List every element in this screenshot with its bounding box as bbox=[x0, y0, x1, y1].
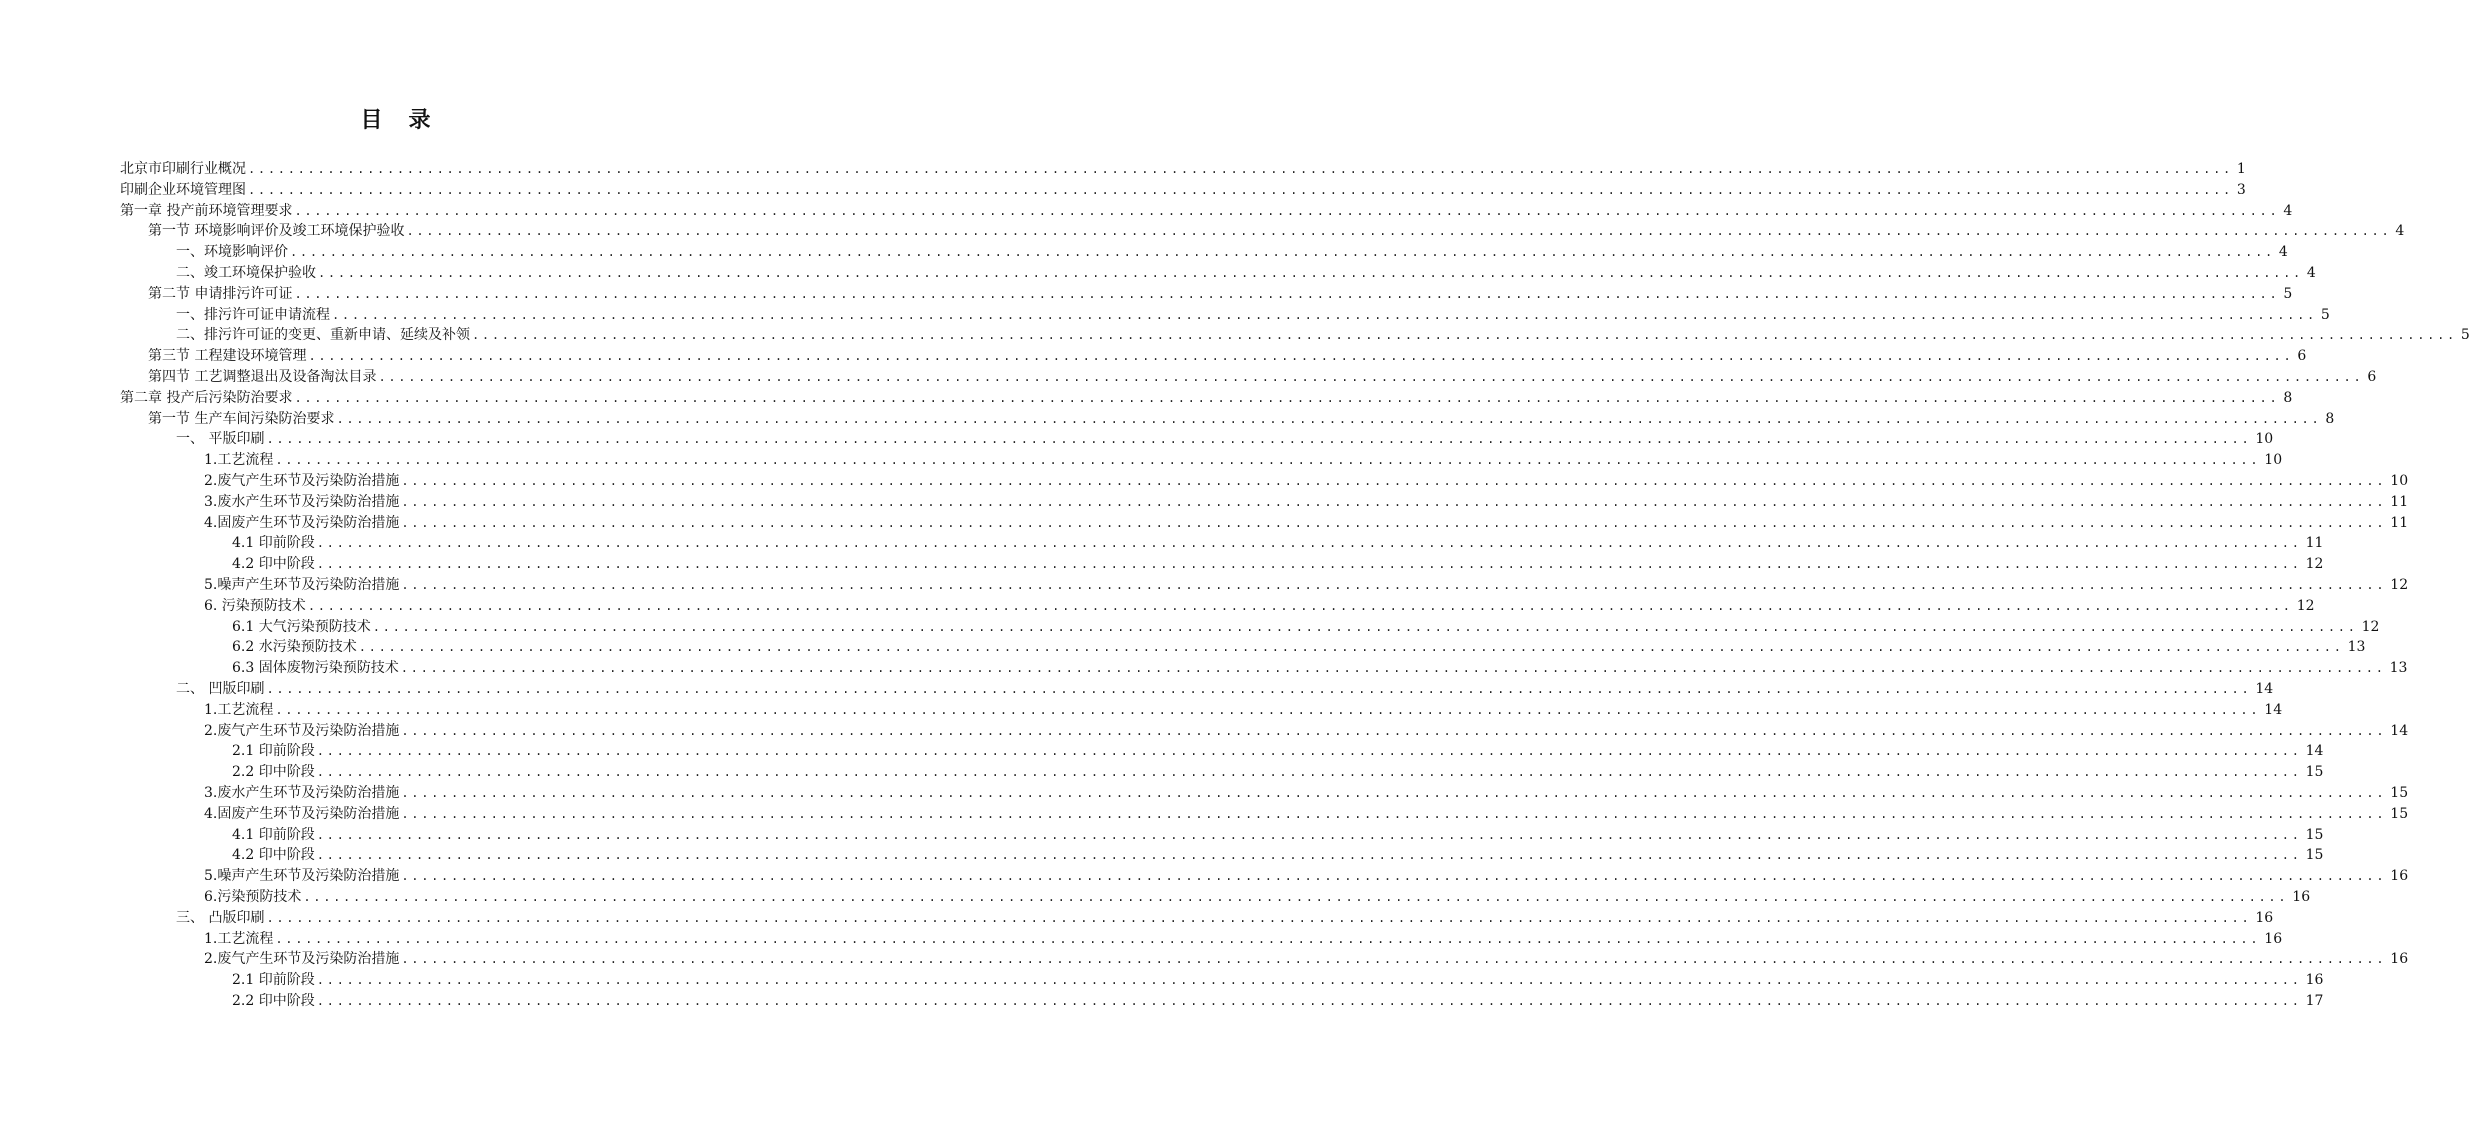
toc-entry[interactable] bbox=[232, 845, 2324, 866]
toc-leader-dots: ........................................................................................................................................................................................................ bbox=[275, 702, 2261, 717]
toc-entry-label: 2.1 印前阶段 bbox=[232, 972, 315, 989]
toc-leader-dots: ........................................................................................................................................................................................................ bbox=[401, 515, 2387, 530]
toc-entry[interactable] bbox=[204, 513, 2409, 534]
toc-entry-label: 二、竣工环境保护验收 bbox=[176, 265, 316, 281]
toc-leader-dots: ........................................................................................................................................................................................................ bbox=[266, 682, 2252, 696]
toc-entry-label: 三、 凸版印刷 bbox=[176, 909, 265, 926]
toc-leader-dots: ........................................................................................................................................................................................................ bbox=[401, 869, 2387, 884]
toc-leader-dots: ........................................................................................................................................................................................................ bbox=[266, 432, 2252, 447]
toc-entry-label: 1.工艺流程 bbox=[204, 452, 274, 469]
toc-entry[interactable] bbox=[232, 554, 2324, 575]
toc-entry[interactable] bbox=[204, 700, 2283, 721]
toc-entry-label: 第一节 生产车间污染防治要求 bbox=[148, 410, 335, 427]
toc-leader-dots: ........................................................................................................................................................................................................ bbox=[316, 848, 2302, 863]
toc-entry-label: 一、环境影响评价 bbox=[176, 244, 288, 261]
toc-entry-page: 16 bbox=[2390, 951, 2409, 968]
toc-entry-label: 2.1 印前阶段 bbox=[232, 743, 315, 760]
toc-entry[interactable] bbox=[204, 575, 2409, 596]
toc-leader-dots: ........................................................................................................................................................................................................ bbox=[318, 266, 2303, 280]
toc-entry[interactable] bbox=[176, 305, 2330, 326]
toc-entry-page: 16 bbox=[2292, 889, 2311, 905]
toc-entry-page: 10 bbox=[2390, 473, 2409, 489]
toc-leader-dots: ........................................................................................................................................................................................................ bbox=[316, 827, 2302, 842]
toc-leader-dots: ........................................................................................................................................................................................................ bbox=[316, 973, 2302, 988]
toc-leader-dots: ........................................................................................................................................................................................................ bbox=[401, 578, 2387, 592]
toc-entry-label: 6.1 大气污染预防技术 bbox=[232, 618, 371, 635]
toc-entry[interactable] bbox=[204, 450, 2283, 471]
toc-entry-page: 16 bbox=[2390, 868, 2409, 885]
toc-leader-dots: ........................................................................................................................................................................................................ bbox=[406, 224, 2392, 239]
toc-entry-page: 4 bbox=[2395, 223, 2405, 240]
toc-entry[interactable] bbox=[120, 159, 2246, 180]
toc-entry-page: 5 bbox=[2283, 285, 2293, 302]
toc-entry-page: 13 bbox=[2389, 660, 2408, 677]
toc-entry-label: 2.2 印中阶段 bbox=[232, 993, 315, 1009]
toc-leader-dots: ........................................................................................................................................................................................................ bbox=[401, 952, 2387, 967]
toc-leader-dots: ........................................................................................................................................................................................................ bbox=[401, 474, 2387, 488]
toc-entry-page: 12 bbox=[2390, 577, 2409, 593]
toc-entry-page: 15 bbox=[2305, 847, 2324, 864]
toc-entry-page: 8 bbox=[2325, 410, 2335, 427]
toc-entry-label: 5.噪声产生环节及污染防治措施 bbox=[204, 577, 400, 593]
toc-entry-label: 6.3 固体废物污染预防技术 bbox=[232, 660, 399, 677]
toc-entry[interactable] bbox=[148, 221, 2405, 242]
toc-entry-page: 5 bbox=[2320, 306, 2330, 323]
toc-entry-page: 15 bbox=[2390, 785, 2409, 801]
toc-leader-dots: ........................................................................................................................................................................................................ bbox=[294, 203, 2280, 218]
toc-entry[interactable] bbox=[204, 887, 2311, 908]
toc-entry[interactable] bbox=[204, 721, 2409, 742]
toc-entry[interactable] bbox=[204, 949, 2409, 970]
toc-leader-dots: ........................................................................................................................................................................................................ bbox=[316, 994, 2302, 1008]
toc-entry-page: 11 bbox=[2305, 535, 2324, 552]
toc-leader-dots: ........................................................................................................................................................................................................ bbox=[307, 598, 2293, 613]
toc-entry-page: 4 bbox=[2283, 202, 2293, 219]
toc-entry-label: 第四节 工艺调整退出及设备淘汰目录 bbox=[148, 369, 377, 385]
toc-entry-page: 13 bbox=[2347, 639, 2366, 656]
toc-entry[interactable] bbox=[148, 346, 2307, 367]
toc-entry-page: 16 bbox=[2255, 909, 2274, 926]
toc-entry-label: 2.废气产生环节及污染防治措施 bbox=[204, 722, 400, 739]
toc-leader-dots: ........................................................................................................................................................................................................ bbox=[472, 328, 2457, 343]
toc-entry-label: 一、排污许可证申请流程 bbox=[176, 306, 330, 323]
toc-entry-label: 4.1 印前阶段 bbox=[232, 535, 315, 552]
toc-entry-label: 4.2 印中阶段 bbox=[232, 556, 315, 573]
toc-entry-label: 2.废气产生环节及污染防治措施 bbox=[204, 473, 400, 489]
toc-entry-page: 6 bbox=[2367, 369, 2377, 385]
toc-leader-dots: ........................................................................................................................................................................................................ bbox=[401, 494, 2387, 509]
toc-entry-label: 1.工艺流程 bbox=[204, 930, 274, 947]
toc-entry[interactable] bbox=[176, 242, 2288, 263]
toc-entry[interactable] bbox=[204, 783, 2409, 804]
toc-leader-dots: ........................................................................................................................................................................................................ bbox=[358, 640, 2344, 655]
toc-entry[interactable] bbox=[176, 429, 2274, 450]
toc-leader-dots: ........................................................................................................................................................................................................ bbox=[372, 619, 2358, 634]
toc-entry-label: 6.污染预防技术 bbox=[204, 889, 302, 905]
toc-entry-label: 第三节 工程建设环境管理 bbox=[148, 348, 307, 365]
toc-leader-dots: ........................................................................................................................................................................................................ bbox=[275, 931, 2261, 946]
toc-leader-dots: ........................................................................................................................................................................................................ bbox=[303, 890, 2289, 904]
toc-entry[interactable] bbox=[148, 284, 2293, 305]
toc-entry-page: 6 bbox=[2297, 348, 2307, 365]
toc-entry-label: 印刷企业环境管理图 bbox=[120, 181, 246, 198]
toc-entry-label: 4.2 印中阶段 bbox=[232, 847, 315, 864]
toc-entry-page: 14 bbox=[2390, 722, 2409, 739]
toc-entry-label: 一、 平版印刷 bbox=[176, 431, 265, 448]
toc-entry[interactable] bbox=[204, 596, 2315, 617]
toc-entry[interactable] bbox=[204, 866, 2409, 887]
toc-entry-page: 14 bbox=[2255, 681, 2274, 697]
toc-entry-page: 3 bbox=[2236, 181, 2246, 198]
toc-entry[interactable] bbox=[232, 741, 2324, 762]
toc-entry-page: 15 bbox=[2390, 805, 2409, 822]
toc-entry-page: 1 bbox=[2236, 161, 2246, 177]
toc-leader-dots: ........................................................................................................................................................................................................ bbox=[266, 910, 2252, 925]
toc-entry-label: 6.2 水污染预防技术 bbox=[232, 639, 357, 656]
toc-entry[interactable] bbox=[232, 637, 2366, 658]
toc-entry-page: 15 bbox=[2305, 764, 2324, 781]
toc-leader-dots: ........................................................................................................................................................................................................ bbox=[336, 411, 2322, 426]
toc-leader-dots: ........................................................................................................................................................................................................ bbox=[248, 162, 2233, 176]
toc-entry-page: 11 bbox=[2390, 493, 2409, 510]
toc-entry-label: 6. 污染预防技术 bbox=[204, 597, 306, 614]
toc-leader-dots: ........................................................................................................................................................................................................ bbox=[401, 786, 2387, 800]
toc-entry[interactable] bbox=[120, 180, 2246, 201]
toc-entry-label: 二、排污许可证的变更、重新申请、延续及补领 bbox=[176, 327, 470, 344]
toc-entry-page: 11 bbox=[2390, 514, 2409, 531]
toc-entry-label: 第二章 投产后污染防治要求 bbox=[120, 389, 293, 406]
toc-entry-label: 3.废水产生环节及污染防治措施 bbox=[204, 493, 400, 510]
toc-entry[interactable] bbox=[232, 533, 2324, 554]
toc-entry-label: 第一章 投产前环境管理要求 bbox=[120, 202, 293, 219]
toc-entry[interactable] bbox=[148, 367, 2377, 388]
toc-entry-page: 4 bbox=[2306, 265, 2316, 281]
toc-entry-label: 3.废水产生环节及污染防治措施 bbox=[204, 785, 400, 801]
toc-entry[interactable] bbox=[204, 804, 2409, 825]
toc-entry-label: 4.1 印前阶段 bbox=[232, 826, 315, 843]
toc-entry[interactable] bbox=[204, 492, 2409, 513]
toc-entry-page: 4 bbox=[2278, 244, 2288, 261]
toc-entry[interactable] bbox=[148, 409, 2335, 430]
toc-leader-dots: ........................................................................................................................................................................................................ bbox=[316, 765, 2302, 780]
toc-leader-dots: ........................................................................................................................................................................................................ bbox=[332, 307, 2317, 322]
toc-entry[interactable] bbox=[232, 825, 2324, 846]
toc-entry-page: 12 bbox=[2296, 597, 2315, 614]
toc-entry[interactable] bbox=[176, 325, 2470, 346]
toc-entry-page: 5 bbox=[2460, 327, 2470, 344]
toc-leader-dots: ........................................................................................................................................................................................................ bbox=[294, 390, 2280, 405]
toc-entry-label: 4.固废产生环节及污染防治措施 bbox=[204, 514, 400, 531]
toc-entry-page: 15 bbox=[2305, 826, 2324, 843]
toc-leader-dots: ........................................................................................................................................................................................................ bbox=[378, 370, 2364, 384]
toc-entry-page: 10 bbox=[2264, 452, 2283, 469]
toc-entry-page: 14 bbox=[2305, 743, 2324, 760]
toc-entry[interactable] bbox=[176, 263, 2316, 284]
toc-entry[interactable] bbox=[204, 929, 2283, 950]
toc-leader-dots: ........................................................................................................................................................................................................ bbox=[275, 453, 2261, 468]
toc-entry-page: 17 bbox=[2305, 993, 2324, 1009]
toc-leader-dots: ........................................................................................................................................................................................................ bbox=[316, 744, 2302, 759]
toc-entry[interactable] bbox=[232, 991, 2324, 1012]
toc-entry-label: 2.2 印中阶段 bbox=[232, 764, 315, 781]
toc-leader-dots: ........................................................................................................................................................................................................ bbox=[401, 723, 2387, 738]
toc-leader-dots: ........................................................................................................................................................................................................ bbox=[316, 536, 2302, 551]
toc-entry[interactable] bbox=[232, 617, 2380, 638]
toc-entry[interactable] bbox=[204, 471, 2409, 492]
toc-entry-label: 二、 凹版印刷 bbox=[176, 681, 265, 697]
toc-entry-label: 北京市印刷行业概况 bbox=[120, 161, 246, 177]
toc-entry-page: 16 bbox=[2264, 930, 2283, 947]
toc-entry-page: 12 bbox=[2361, 618, 2380, 635]
toc-entry[interactable] bbox=[120, 388, 2293, 409]
toc-entry-page: 8 bbox=[2283, 389, 2293, 406]
toc-leader-dots: ........................................................................................................................................................................................................ bbox=[290, 245, 2275, 260]
toc-entry-label: 4.固废产生环节及污染防治措施 bbox=[204, 805, 400, 822]
toc-entry[interactable] bbox=[176, 679, 2274, 700]
toc-entry[interactable] bbox=[232, 658, 2408, 679]
toc-leader-dots: ........................................................................................................................................................................................................ bbox=[248, 182, 2233, 197]
toc-entry[interactable] bbox=[232, 762, 2324, 783]
toc-leader-dots: ........................................................................................................................................................................................................ bbox=[316, 557, 2302, 572]
toc-leader-dots: ........................................................................................................................................................................................................ bbox=[401, 806, 2387, 821]
toc-entry-label: 2.废气产生环节及污染防治措施 bbox=[204, 951, 400, 968]
toc-entry-label: 5.噪声产生环节及污染防治措施 bbox=[204, 868, 400, 885]
toc-entry-page: 12 bbox=[2305, 556, 2324, 573]
toc-entry[interactable] bbox=[232, 970, 2324, 991]
toc-entry-label: 第二节 申请排污许可证 bbox=[148, 285, 293, 302]
toc-leader-dots: ........................................................................................................................................................................................................ bbox=[400, 661, 2386, 676]
toc-entry[interactable] bbox=[120, 201, 2293, 222]
page-title: 目 录 bbox=[360, 108, 433, 133]
toc-entry-label: 第一节 环境影响评价及竣工环境保护验收 bbox=[148, 223, 405, 240]
toc-entry-label: 1.工艺流程 bbox=[204, 701, 274, 718]
toc-entry[interactable] bbox=[176, 908, 2274, 929]
toc-entry-page: 10 bbox=[2255, 431, 2274, 448]
toc-leader-dots: ........................................................................................................................................................................................................ bbox=[308, 349, 2294, 364]
toc-entry-page: 14 bbox=[2264, 701, 2283, 718]
toc-entry-page: 16 bbox=[2305, 972, 2324, 989]
toc-leader-dots: ........................................................................................................................................................................................................ bbox=[294, 286, 2280, 301]
